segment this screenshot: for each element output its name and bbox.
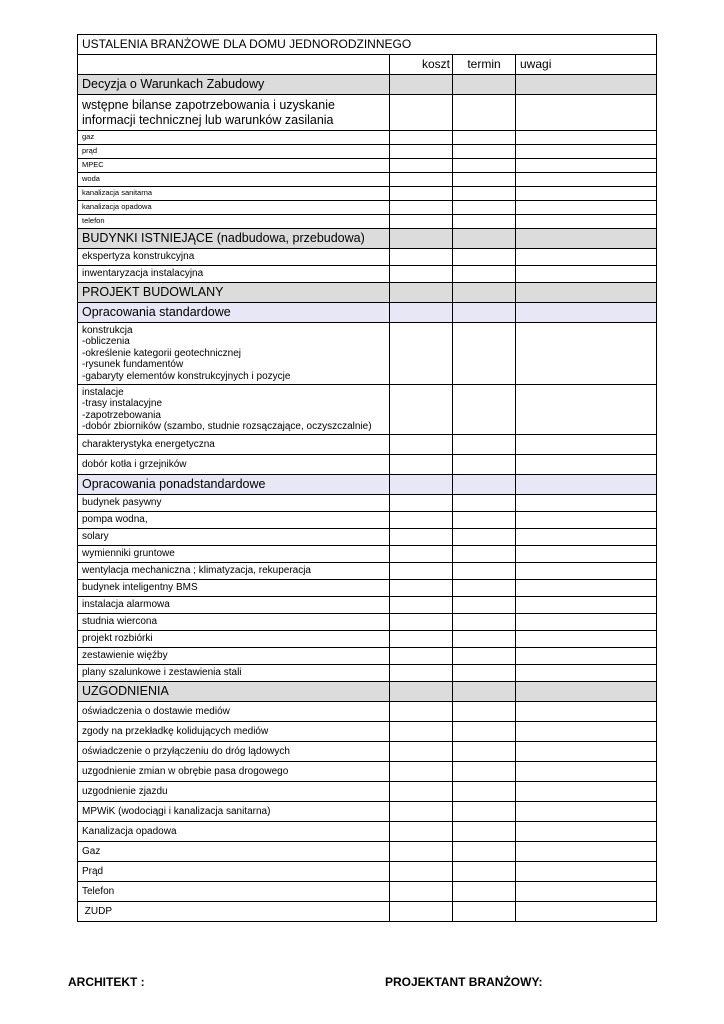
row-label: uzgodnienie zmian w obrębie pasa drogowego bbox=[78, 762, 390, 782]
subsection-row bbox=[78, 475, 657, 495]
table-row bbox=[78, 702, 657, 722]
column-header-deadline: termin bbox=[453, 55, 516, 75]
column-header-cost: koszt bbox=[390, 55, 453, 75]
section-row bbox=[78, 229, 657, 249]
section-title-existing: BUDYNKI ISTNIEJĄCE (nadbudowa, przebudowa) bbox=[78, 229, 390, 249]
table-row bbox=[78, 131, 657, 145]
table-row bbox=[78, 145, 657, 159]
table-row bbox=[78, 742, 657, 762]
row-label: zgody na przekładkę kolidujących mediów bbox=[78, 722, 390, 742]
column-header-row bbox=[78, 55, 657, 75]
table-row bbox=[78, 597, 657, 614]
table-row bbox=[78, 323, 657, 385]
table-row bbox=[78, 249, 657, 266]
section-row bbox=[78, 75, 657, 95]
document-title: USTALENIA BRANŻOWE DLA DOMU JEDNORODZINNEGO bbox=[78, 35, 657, 55]
table-row bbox=[78, 187, 657, 201]
row-label: ZUDP bbox=[78, 902, 390, 922]
subsection-title-standard: Opracowania standardowe bbox=[78, 303, 390, 323]
table-row bbox=[78, 842, 657, 862]
row-label: wymienniki gruntowe bbox=[78, 546, 390, 563]
row-label: MPWiK (wodociągi i kanalizacja sanitarna) bbox=[78, 802, 390, 822]
table-row bbox=[78, 159, 657, 173]
table-row bbox=[78, 722, 657, 742]
section-title-agreements: UZGODNIENIA bbox=[78, 682, 390, 702]
table-row bbox=[78, 862, 657, 882]
subsection-row bbox=[78, 303, 657, 323]
table-row bbox=[78, 455, 657, 475]
row-label: wentylacja mechaniczna ; klimatyzacja, rekuperacja bbox=[78, 563, 390, 580]
column-header-notes: uwagi bbox=[516, 55, 657, 75]
table-row bbox=[78, 648, 657, 665]
table-row bbox=[78, 495, 657, 512]
row-label: budynek pasywny bbox=[78, 495, 390, 512]
row-label: plany szalunkowe i zestawienia stali bbox=[78, 665, 390, 682]
row-label: gaz bbox=[78, 131, 390, 145]
subsection-title-extra: Opracowania ponadstandardowe bbox=[78, 475, 390, 495]
row-label: charakterystyka energetyczna bbox=[78, 435, 390, 455]
section-row bbox=[78, 682, 657, 702]
row-label: projekt rozbiórki bbox=[78, 631, 390, 648]
table-row bbox=[78, 435, 657, 455]
row-label: Gaz bbox=[78, 842, 390, 862]
table-row bbox=[78, 546, 657, 563]
row-label: studnia wiercona bbox=[78, 614, 390, 631]
table-row bbox=[78, 631, 657, 648]
row-label: prąd bbox=[78, 145, 390, 159]
table-row bbox=[78, 665, 657, 682]
table-row bbox=[78, 529, 657, 546]
row-label: oświadczenia o dostawie mediów bbox=[78, 702, 390, 722]
title-row bbox=[78, 35, 657, 55]
row-label: inwentaryzacja instalacyjna bbox=[78, 266, 390, 283]
table-row bbox=[78, 201, 657, 215]
row-label: instalacja alarmowa bbox=[78, 597, 390, 614]
table-row bbox=[78, 173, 657, 187]
table-row bbox=[78, 882, 657, 902]
row-label: kanalizacja opadowa bbox=[78, 201, 390, 215]
row-label: dobór kotła i grzejników bbox=[78, 455, 390, 475]
table-row bbox=[78, 802, 657, 822]
table-row bbox=[78, 266, 657, 283]
row-label: Telefon bbox=[78, 882, 390, 902]
row-label: ekspertyza konstrukcyjna bbox=[78, 249, 390, 266]
row-label: oświadczenie o przyłączeniu do dróg lądowych bbox=[78, 742, 390, 762]
table-row bbox=[78, 822, 657, 842]
table-row bbox=[78, 762, 657, 782]
agreements-table bbox=[77, 34, 657, 922]
table-row bbox=[78, 580, 657, 597]
row-label: konstrukcja -obliczenia -określenie kategorii geotechnicznej -rysunek fundamentów -gabaryty elementów konstrukcyjnych i pozycje bbox=[78, 323, 390, 385]
row-label: MPEC bbox=[78, 159, 390, 173]
row-label: Prąd bbox=[78, 862, 390, 882]
row-label: wstępne bilanse zapotrzebowania i uzyskanie informacji technicznej lub warunków zasilania bbox=[78, 95, 390, 131]
row-label: zestawienie więźby bbox=[78, 648, 390, 665]
section-title-wz: Decyzja o Warunkach Zabudowy bbox=[78, 75, 390, 95]
table-row bbox=[78, 902, 657, 922]
row-label: pompa wodna, bbox=[78, 512, 390, 529]
row-label: solary bbox=[78, 529, 390, 546]
row-label: instalacje -trasy instalacyjne -zapotrzebowania -dobór zbiorników (szambo, studnie rozsączające, oczyszczalnie) bbox=[78, 385, 390, 435]
row-label: budynek inteligentny BMS bbox=[78, 580, 390, 597]
table-row bbox=[78, 95, 657, 131]
table-row bbox=[78, 385, 657, 435]
table-row bbox=[78, 563, 657, 580]
architect-signature-label: ARCHITEKT : bbox=[68, 975, 145, 989]
table-row bbox=[78, 614, 657, 631]
table-row bbox=[78, 782, 657, 802]
row-label: kanalizacja sanitarna bbox=[78, 187, 390, 201]
table-row bbox=[78, 512, 657, 529]
row-label: uzgodnienie zjazdu bbox=[78, 782, 390, 802]
row-label: woda bbox=[78, 173, 390, 187]
designer-signature-label: PROJEKTANT BRANŻOWY: bbox=[385, 975, 543, 989]
row-label: telefon bbox=[78, 215, 390, 229]
row-label: Kanalizacja opadowa bbox=[78, 822, 390, 842]
section-title-project: PROJEKT BUDOWLANY bbox=[78, 283, 390, 303]
table-row bbox=[78, 215, 657, 229]
section-row bbox=[78, 283, 657, 303]
